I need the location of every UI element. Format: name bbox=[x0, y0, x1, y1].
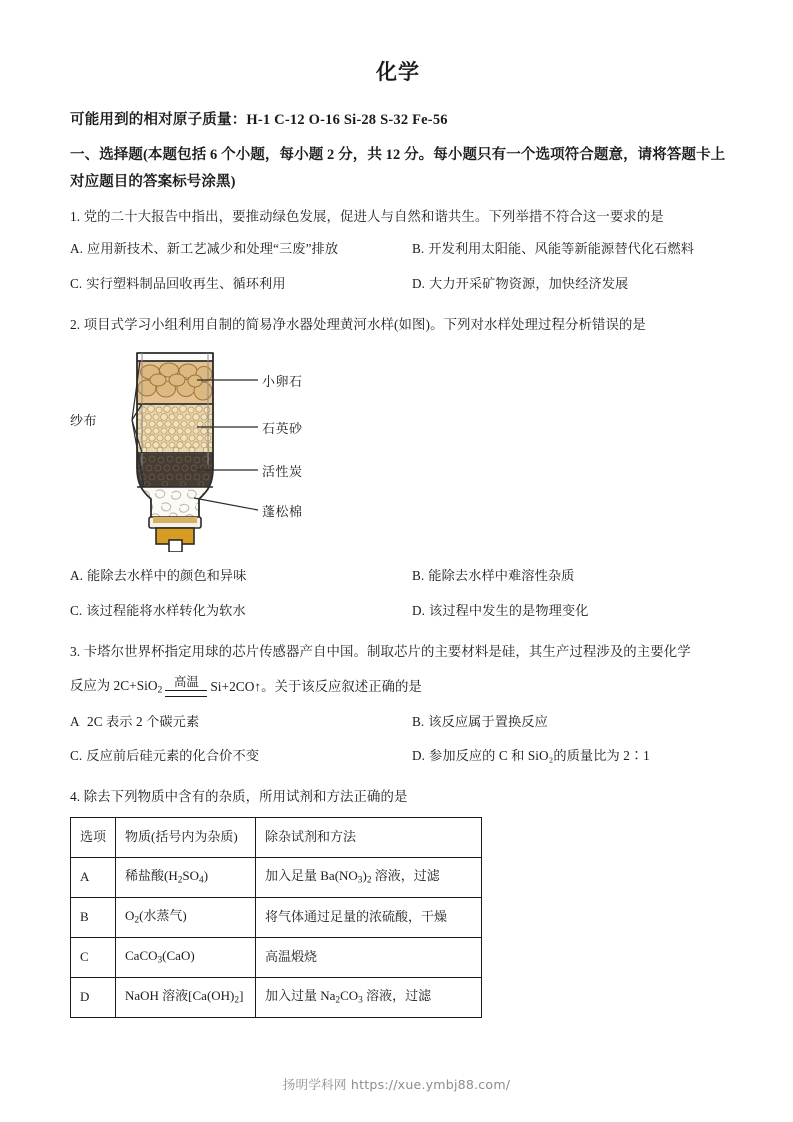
table-cell-option: C bbox=[71, 937, 116, 977]
equation-condition-arrow bbox=[165, 676, 207, 697]
equation-condition-label: 高温 bbox=[173, 674, 199, 689]
equation-tail-text: 。关于该反应叙述正确的是 bbox=[261, 679, 422, 695]
option-label: A. bbox=[70, 568, 84, 584]
table-cell-substance: 稀盐酸$(H_2SO_4)$ bbox=[116, 857, 256, 897]
table-cell-option: A bbox=[71, 857, 116, 897]
water-purifier-figure bbox=[70, 347, 410, 552]
option-label: D. bbox=[412, 275, 426, 291]
table-cell-option: D bbox=[71, 977, 116, 1017]
question-3-option-b[interactable] bbox=[398, 712, 726, 746]
question-2-option-c[interactable] bbox=[70, 601, 398, 635]
question-4-stem: 4. 除去下列物质中含有的杂质，所用试剂和方法正确的是 bbox=[70, 789, 408, 805]
option-text: 实行塑料制品回收再生、循环利用 bbox=[86, 275, 286, 291]
option-text: 该反应属于置换反应 bbox=[428, 713, 548, 729]
table-row[interactable] bbox=[71, 897, 482, 937]
option-text: 参加反应的 C 和 SiO₂的质量比为 2∶1 bbox=[429, 748, 650, 764]
option-label: A bbox=[70, 713, 80, 729]
leader-line-fluffy-cotton bbox=[194, 498, 258, 510]
option-text: 开发利用太阳能、风能等新能源替代化石燃料 bbox=[428, 241, 695, 257]
question-2-option-a[interactable] bbox=[70, 566, 398, 600]
page-content bbox=[70, 56, 726, 1018]
table-header-row bbox=[71, 817, 482, 857]
option-label: B. bbox=[412, 241, 425, 257]
atomic-mass-line: 可能用到的相对原子质量：H-1 C-12 O-16 Si-28 S-32 Fe-56 bbox=[70, 112, 448, 128]
option-label: D. bbox=[412, 748, 426, 764]
table-cell-substance: CaCO$_3$(CaO) bbox=[116, 937, 256, 977]
collar-inner-band bbox=[153, 517, 197, 523]
option-text: 能除去水样中的颜色和异味 bbox=[87, 568, 247, 584]
figure-label-pebbles: 小卵石 bbox=[262, 374, 303, 390]
option-label: B. bbox=[412, 713, 425, 729]
table-row[interactable] bbox=[71, 977, 482, 1017]
question-2-option-d[interactable] bbox=[398, 601, 726, 635]
figure-label-activated-carbon: 活性炭 bbox=[262, 464, 303, 480]
water-purifier-svg bbox=[70, 347, 410, 552]
table-cell-option: B bbox=[71, 897, 116, 937]
equation-double-bar bbox=[165, 690, 207, 697]
question-3-option-c[interactable] bbox=[70, 746, 398, 780]
question-3-option-d[interactable] bbox=[398, 746, 726, 780]
option-text: 能除去水样中难溶性杂质 bbox=[428, 568, 575, 584]
option-text: 应用新技术、新工艺减少和处理“三废”排放 bbox=[87, 241, 339, 257]
question-1-options bbox=[70, 239, 726, 308]
question-2-options bbox=[70, 566, 726, 635]
option-label: C. bbox=[70, 602, 83, 618]
table-cell-method: 高温煅烧 bbox=[256, 937, 482, 977]
question-2-stem: 2. 项目式学习小组利用自制的简易净水器处理黄河水样(如图)。下列对水样处理过程分析错误的是 bbox=[70, 316, 646, 332]
table-cell-substance: NaOH 溶液$[Ca(OH)_2]$ bbox=[116, 977, 256, 1017]
question-1-option-b[interactable] bbox=[398, 239, 726, 273]
table-header-substance: 物质(括号内为杂质) bbox=[116, 817, 256, 857]
option-text: 该过程中发生的是物理变化 bbox=[429, 602, 589, 618]
option-text: 2C 表示 2 个碳元素 bbox=[87, 713, 200, 729]
table-header-option: 选项 bbox=[71, 817, 116, 857]
table-row[interactable] bbox=[71, 857, 482, 897]
page-title: 化学 bbox=[376, 60, 420, 84]
equation-products: Si+2CO↑ bbox=[210, 679, 262, 695]
question-1-option-a[interactable] bbox=[70, 239, 398, 273]
figure-label-quartz-sand: 石英砂 bbox=[262, 421, 303, 437]
footer-watermark: 扬明学科网 https://xue.ymbj88.com/ bbox=[282, 1077, 511, 1092]
option-text: 大力开采矿物资源，加快经济发展 bbox=[429, 275, 629, 291]
option-label: C. bbox=[70, 275, 83, 291]
question-3-options bbox=[70, 712, 726, 781]
table-row[interactable] bbox=[71, 937, 482, 977]
table-cell-method: 将气体通过足量的浓硫酸，干燥 bbox=[256, 897, 482, 937]
question-3-stem: 3. 卡塔尔世界杯指定用球的芯片传感器产自中国。制取芯片的主要材料是硅，其生产过程涉及的主要化学 bbox=[70, 644, 691, 660]
outlet-spout bbox=[169, 540, 182, 552]
figure-label-gauze: 纱布 bbox=[70, 413, 98, 429]
option-label: B. bbox=[412, 568, 425, 584]
option-label: A. bbox=[70, 241, 84, 257]
question-2-option-b[interactable] bbox=[398, 566, 726, 600]
option-text: 该过程能将水样转化为软水 bbox=[86, 602, 246, 618]
table-cell-substance: $O_2$(水蒸气) bbox=[116, 897, 256, 937]
question-1-option-d[interactable] bbox=[398, 274, 726, 308]
table-cell-method: 加入足量 $Ba(NO_3)_2$ 溶液，过滤 bbox=[256, 857, 482, 897]
question-1-stem: 1. 党的二十大报告中指出，要推动绿色发展，促进人与自然和谐共生。下列举措不符合这一要求的是 bbox=[70, 208, 664, 224]
option-text: 反应前后硅元素的化合价不变 bbox=[86, 748, 260, 764]
impurity-removal-table bbox=[70, 817, 482, 1018]
option-label: C. bbox=[70, 748, 83, 764]
question-1-option-c[interactable] bbox=[70, 274, 398, 308]
figure-label-fluffy-cotton: 蓬松棉 bbox=[262, 504, 303, 520]
table-header-method: 除杂试剂和方法 bbox=[256, 817, 482, 857]
question-3-option-a[interactable] bbox=[70, 712, 398, 746]
option-label: D. bbox=[412, 602, 426, 618]
table-cell-method: 加入过量 $Na_2CO_3$ 溶液，过滤 bbox=[256, 977, 482, 1017]
question-3-equation bbox=[70, 675, 726, 698]
equation-reactants: 反应为 2C+SiO$_2$ bbox=[70, 677, 163, 696]
section-heading-multiple-choice: 一、选择题(本题包括 6 个小题，每小题 2 分，共 12 分。每小题只有一个选项符合题意，请将答题卡上对应题目的答案标号涂黑) bbox=[70, 147, 726, 190]
